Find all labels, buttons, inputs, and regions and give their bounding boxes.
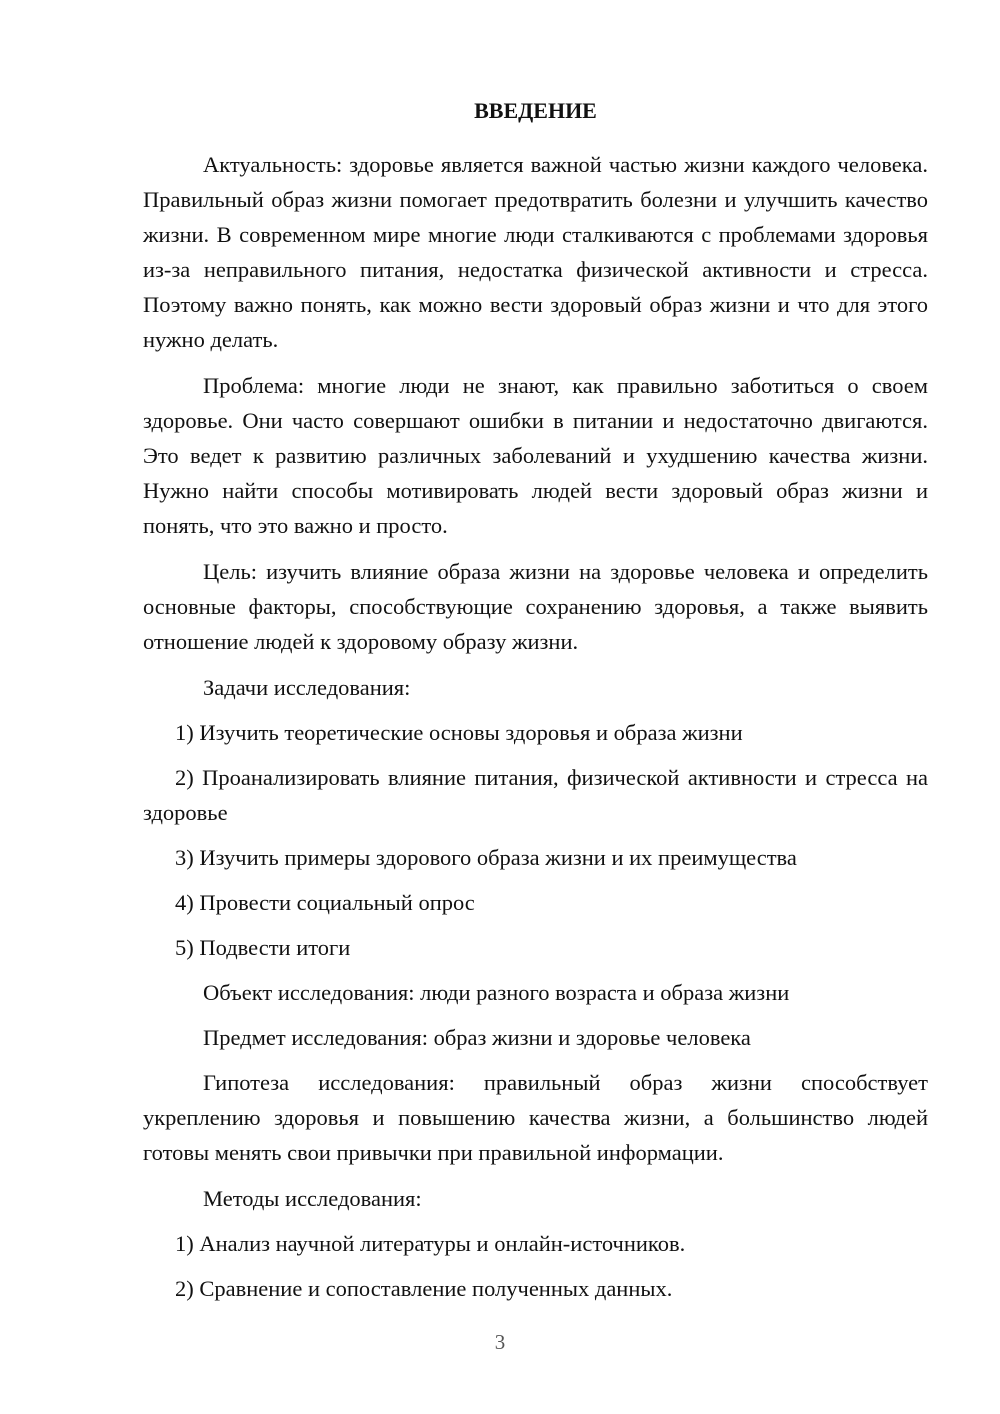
method-item-2: 2) Сравнение и сопоставление полученных данных. [175, 1276, 673, 1301]
paragraph-goal: Цель: изучить влияние образа жизни на здоровье человека и определить основные факторы, способствующие сохранению здоровья, а также выявить отношение людей к здоровому образу жизни. [143, 559, 928, 654]
task-item-2: 2) Проанализировать влияние питания, физической активности и стресса на здоровье [143, 765, 928, 825]
paragraph-relevance: Актуальность: здоровье является важной частью жизни каждого человека. Правильный образ жизни помогает предотвратить болезни и улучшить качество жизни. В современном мире многие люди сталкиваются с проблемами здоровья из-за неправильного питания, недостатка физической активности и стресса. Поэтому важно понять, как можно вести здоровый образ жизни и что для этого нужно делать. [143, 152, 928, 352]
methods-heading: Методы исследования: [203, 1186, 422, 1211]
page-number: 3 [494, 1330, 506, 1354]
task-item-5: 5) Подвести итоги [175, 935, 351, 960]
tasks-heading: Задачи исследования: [203, 675, 411, 700]
page-title: ВВЕДЕНИЕ [474, 98, 597, 123]
research-subject: Предмет исследования: образ жизни и здоровье человека [203, 1025, 751, 1050]
task-item-1: 1) Изучить теоретические основы здоровья и образа жизни [175, 720, 743, 745]
research-hypothesis: Гипотеза исследования: правильный образ жизни способствует укреплению здоровья и повышению качества жизни, а большинство людей готовы менять свои привычки при правильной информации. [143, 1070, 928, 1165]
paragraph-problem: Проблема: многие люди не знают, как правильно заботиться о своем здоровье. Они часто совершают ошибки в питании и недостаточно двигаются. Это ведет к развитию различных заболеваний и ухудшению качества жизни. Нужно найти способы мотивировать людей вести здоровый образ жизни и понять, что это важно и просто. [143, 373, 928, 538]
research-object: Объект исследования: люди разного возраста и образа жизни [203, 980, 790, 1005]
task-item-4: 4) Провести социальный опрос [175, 890, 475, 915]
task-item-3: 3) Изучить примеры здорового образа жизни и их преимущества [175, 845, 797, 870]
method-item-1: 1) Анализ научной литературы и онлайн-источников. [175, 1231, 686, 1256]
document-page [143, 93, 928, 1316]
